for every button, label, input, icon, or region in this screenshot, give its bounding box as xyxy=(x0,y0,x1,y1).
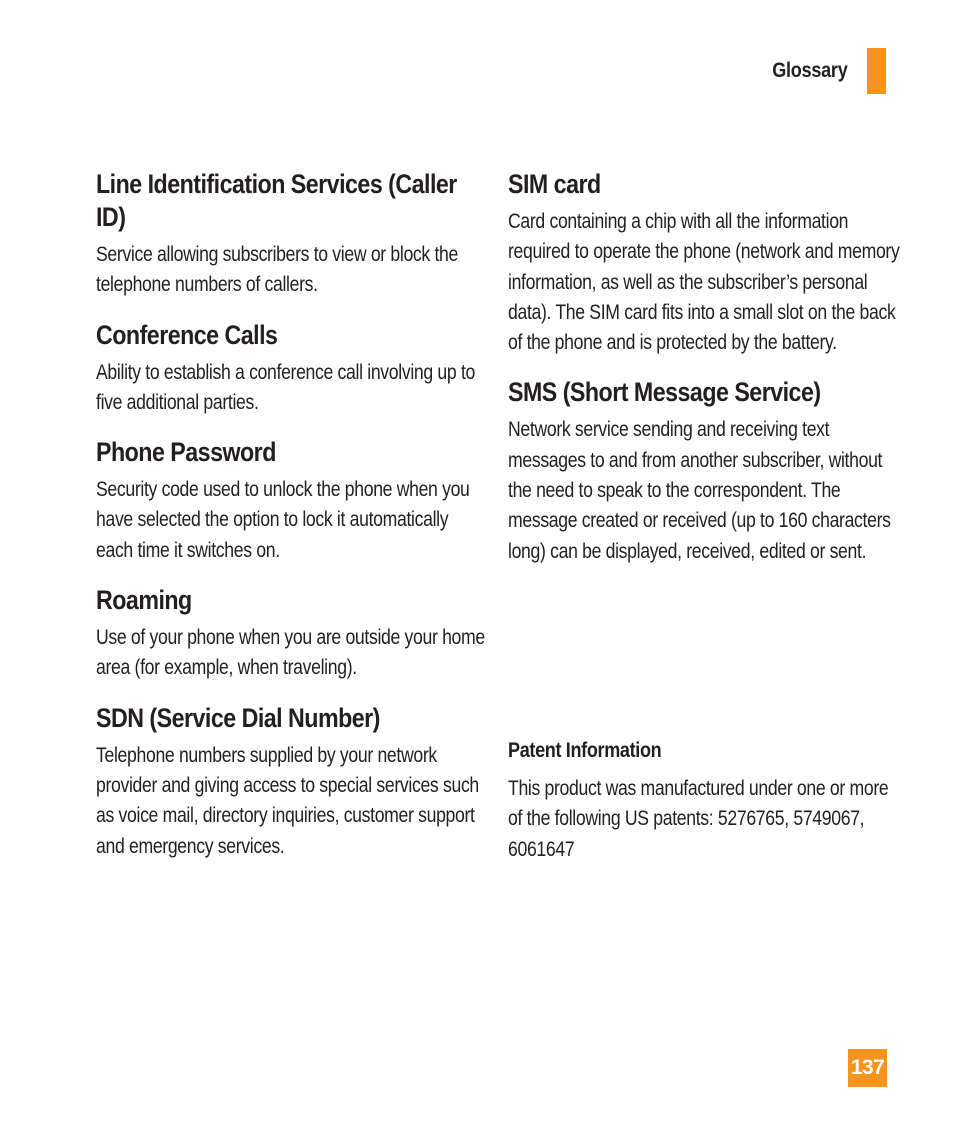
glossary-term: Conference Calls xyxy=(96,319,278,350)
glossary-entry-caller-id xyxy=(96,168,488,301)
glossary-entry-phone-password xyxy=(96,436,488,566)
right-column xyxy=(508,168,900,585)
left-column xyxy=(96,168,488,880)
glossary-definition: Service allowing subscribers to view or block the telephone numbers of callers. xyxy=(96,243,458,297)
page-header xyxy=(760,48,887,94)
glossary-entry-roaming xyxy=(96,584,488,684)
glossary-term: SIM card xyxy=(508,169,601,199)
glossary-definition: Security code used to unlock the phone when you have selected the option to lock it automatically each time it switches on. xyxy=(96,478,470,562)
glossary-definition: Network service sending and receiving text messages to and from another subscriber, without the need to speak to the correspondent. The message created or received (up to 160 characters long) can be displayed, received, edited or sent. xyxy=(508,418,891,563)
section-title: Glossary xyxy=(771,59,847,82)
glossary-definition: Use of your phone when you are outside your home area (for example, when traveling). xyxy=(96,626,485,680)
glossary-entry-conference-calls xyxy=(96,319,488,419)
patent-text: This product was manufactured under one or more of the following US patents: 5276765, 5749067, 6061647 xyxy=(508,777,889,861)
page-number-badge: 137 xyxy=(848,1049,887,1087)
glossary-entry-sms xyxy=(508,376,900,566)
glossary-term: SMS (Short Message Service) xyxy=(508,377,821,408)
glossary-definition: Telephone numbers supplied by your network provider and giving access to special services such as voice mail, directory inquiries, customer support and emergency services. xyxy=(96,743,479,858)
patent-information xyxy=(508,736,900,865)
glossary-definition: Ability to establish a conference call involving up to five additional parties. xyxy=(96,360,475,414)
glossary-definition: Card containing a chip with all the information required to operate the phone (network and memory information, as well as the subscriber’s personal data). The SIM card fits into a small slot on the back of the phone and is protected by the battery. xyxy=(508,210,900,355)
glossary-entry-sim-card xyxy=(508,168,900,358)
glossary-entry-sdn xyxy=(96,702,488,862)
glossary-term: Phone Password xyxy=(96,437,276,468)
glossary-term: Line Identification Services (Caller ID) xyxy=(96,169,457,232)
patent-title: Patent Information xyxy=(508,739,662,762)
glossary-term: Roaming xyxy=(96,585,192,616)
glossary-term: SDN (Service Dial Number) xyxy=(96,702,380,733)
section-accent-bar xyxy=(867,48,886,94)
